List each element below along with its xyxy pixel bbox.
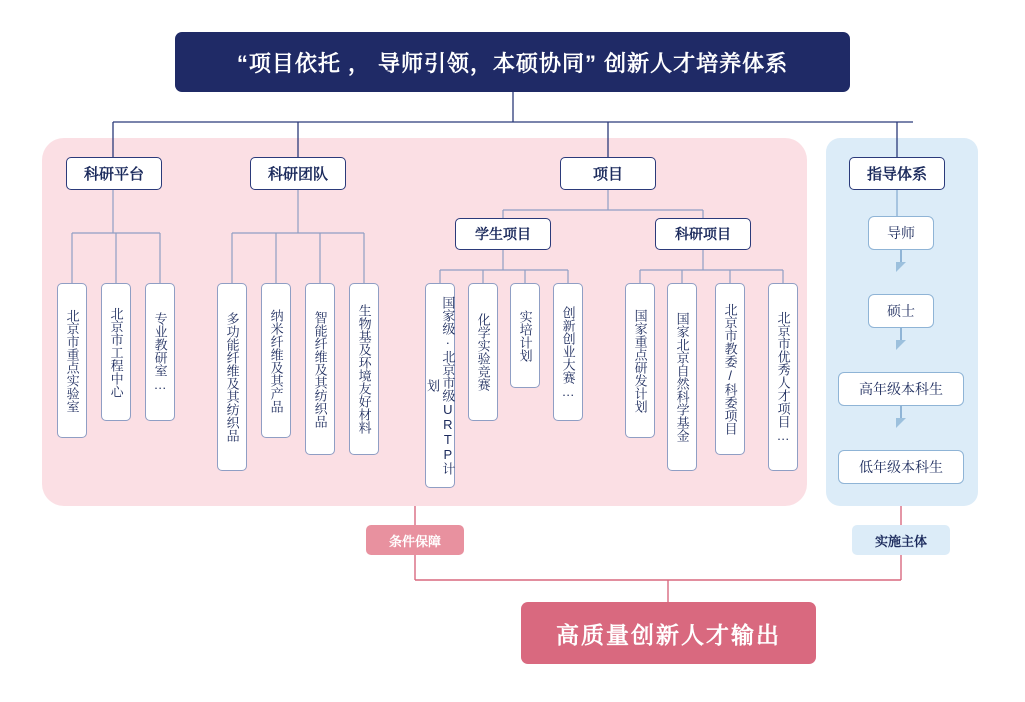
diagram-title: [175, 32, 850, 92]
leaf-platform-2[interactable]: [101, 283, 131, 421]
diagram-title-text: “项目依托 ， 导师引领，本硕协同” 创新人才培养体系: [236, 50, 789, 76]
subgroup-research-projects[interactable]: [655, 218, 751, 250]
chain-item-master-label: 硕士: [887, 303, 915, 319]
tag-implementation-subject: [852, 525, 950, 555]
leaf-team-4-label: 生物基及环境友好材料: [356, 304, 372, 434]
tag-implementation-subject-label: 实施主体: [874, 533, 927, 549]
leaf-team-3-label: 智能纤维及其纺织品: [312, 310, 328, 428]
leaf-student-2-label: 化学实验竞赛: [475, 313, 491, 391]
branch-research-team[interactable]: [250, 157, 346, 190]
leaf-team-4[interactable]: [349, 283, 379, 455]
leaf-student-3-label: 实培计划: [517, 309, 533, 362]
chain-item-mentor[interactable]: [868, 216, 934, 250]
leaf-platform-2-label: 北京市工程中心: [108, 306, 124, 398]
leaf-student-1-label: 国家级·北京市级URTP计划: [425, 296, 456, 475]
leaf-student-4-label: 创新创业大赛…: [560, 305, 576, 399]
leaf-research-4-label: 北京市优秀人才项目…: [775, 311, 791, 443]
leaf-platform-3[interactable]: [145, 283, 175, 421]
subgroup-research-projects-label: 科研项目: [675, 226, 731, 242]
leaf-student-2[interactable]: [468, 283, 498, 421]
branch-guidance-system[interactable]: [849, 157, 945, 190]
leaf-team-2[interactable]: [261, 283, 291, 438]
leaf-research-1-label: 国家重点研发计划: [632, 308, 648, 413]
leaf-research-3[interactable]: [715, 283, 745, 455]
branch-guidance-system-label: 指导体系: [866, 166, 927, 183]
chain-item-junior-undergrad[interactable]: [838, 450, 964, 484]
chain-item-senior-undergrad-label: 高年级本科生: [859, 381, 943, 397]
outcome-banner-label: 高质量创新人才输出: [556, 621, 781, 648]
leaf-team-3[interactable]: [305, 283, 335, 455]
leaf-research-2-label: 国家北京自然科学基金: [674, 312, 690, 442]
leaf-platform-1[interactable]: [57, 283, 87, 438]
leaf-team-2-label: 纳米纤维及其产品: [268, 308, 284, 413]
branch-projects-label: 项目: [592, 166, 623, 183]
branch-research-team-label: 科研团队: [267, 166, 328, 183]
leaf-team-1[interactable]: [217, 283, 247, 471]
branch-projects[interactable]: [560, 157, 656, 190]
leaf-platform-1-label: 北京市重点实验室: [64, 308, 80, 413]
branch-research-platform-label: 科研平台: [83, 166, 144, 183]
branch-research-platform[interactable]: [66, 157, 162, 190]
leaf-research-2[interactable]: [667, 283, 697, 471]
chain-item-master[interactable]: [868, 294, 934, 328]
leaf-student-1[interactable]: [425, 283, 455, 488]
leaf-research-3-label: 北京市教委/科委项目: [722, 303, 738, 435]
chain-item-junior-undergrad-label: 低年级本科生: [859, 459, 943, 475]
leaf-research-1[interactable]: [625, 283, 655, 438]
tag-condition-support-label: 条件保障: [388, 533, 441, 549]
chain-item-mentor-label: 导师: [887, 225, 915, 241]
outcome-banner: [521, 602, 816, 664]
leaf-research-4[interactable]: [768, 283, 798, 471]
leaf-student-3[interactable]: [510, 283, 540, 388]
chain-item-senior-undergrad[interactable]: [838, 372, 964, 406]
leaf-team-1-label: 多功能纤维及其纺织品: [224, 312, 240, 442]
subgroup-student-projects[interactable]: [455, 218, 551, 250]
leaf-platform-3-label: 专业教研室…: [152, 312, 168, 392]
leaf-student-4[interactable]: [553, 283, 583, 421]
subgroup-student-projects-label: 学生项目: [475, 226, 531, 242]
tag-condition-support: [366, 525, 464, 555]
